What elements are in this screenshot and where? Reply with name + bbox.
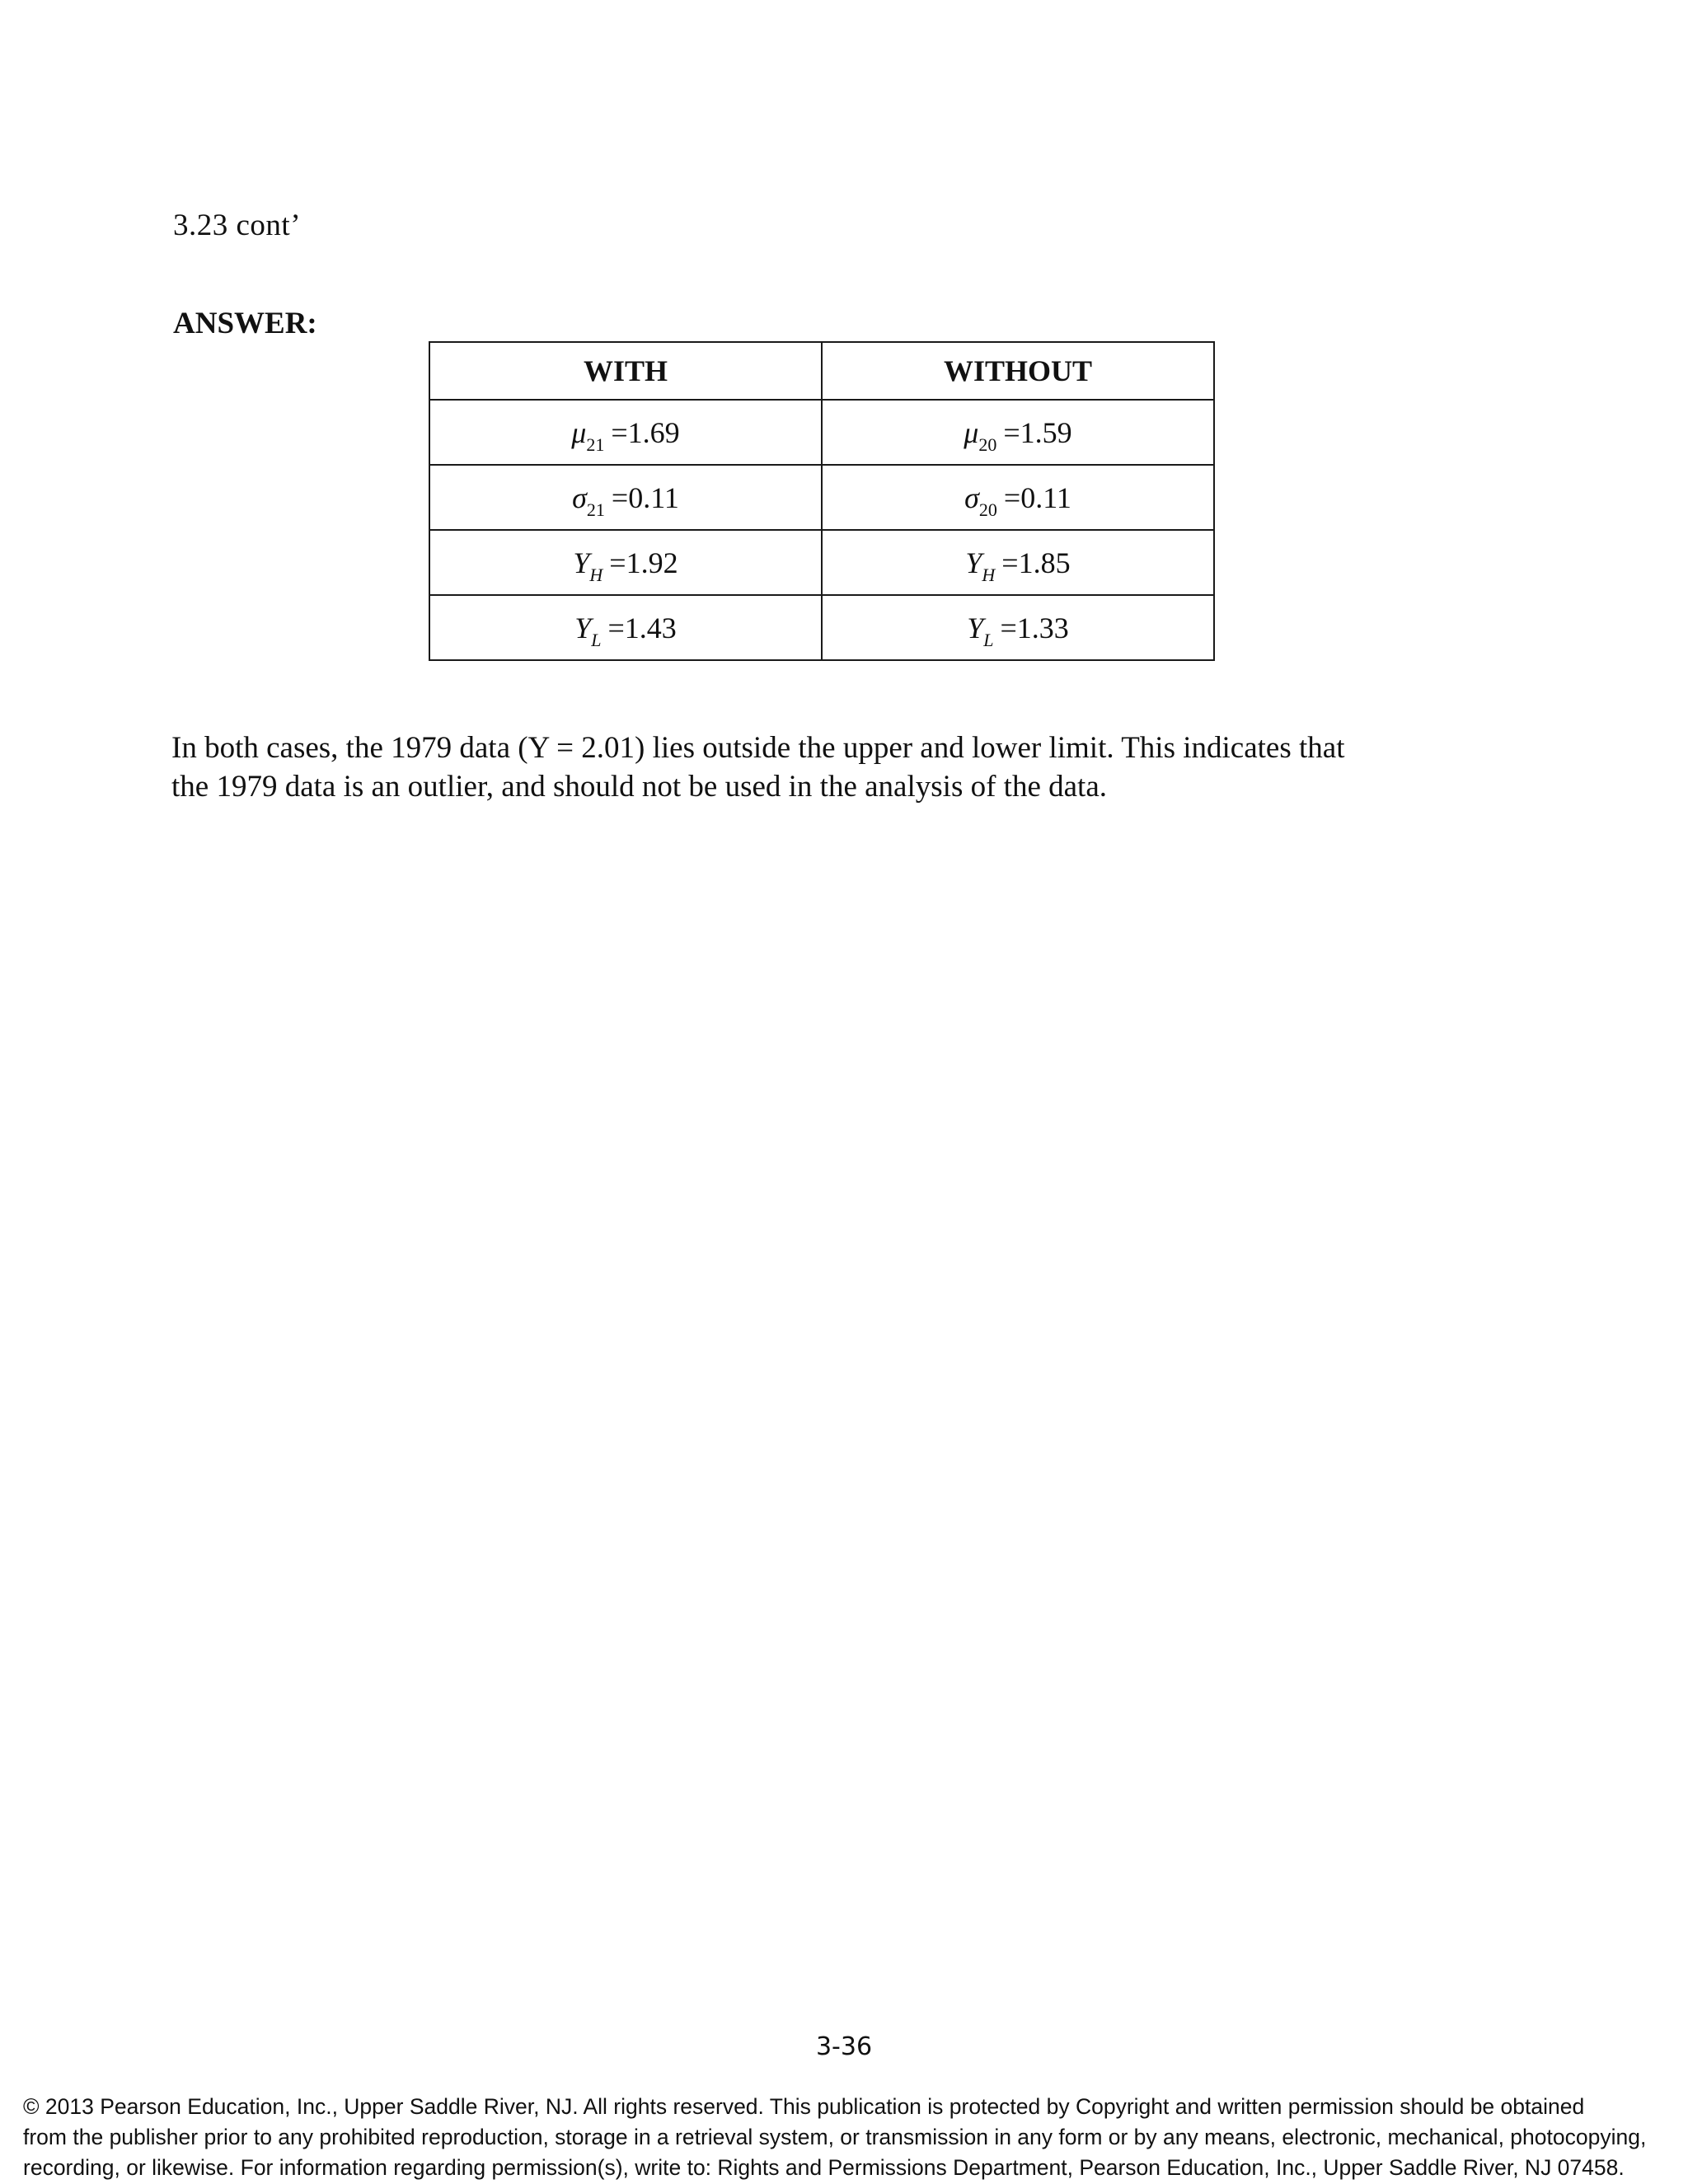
cell-lower-with <box>429 595 822 660</box>
cell-value: =1.85 <box>1001 546 1071 579</box>
cell-stddev-without <box>822 465 1214 530</box>
y-symbol: Y <box>965 546 982 579</box>
y-symbol: Y <box>573 546 590 579</box>
subscript: H <box>982 564 996 585</box>
table-row-lower-limit <box>429 595 1214 660</box>
y-symbol: Y <box>967 611 984 644</box>
cell-mean-with <box>429 400 822 465</box>
subscript: 20 <box>978 499 997 520</box>
cell-mean-without <box>822 400 1214 465</box>
subscript: 21 <box>586 434 605 455</box>
copyright-notice <box>23 2092 1672 2183</box>
table-row-stddev <box>429 465 1214 530</box>
answer-heading: ANSWER: <box>173 307 317 340</box>
cell-value: =0.11 <box>611 480 679 514</box>
answer-table <box>429 341 1215 661</box>
conclusion-paragraph <box>171 729 1573 806</box>
cell-value: =1.92 <box>609 546 678 579</box>
column-header-with: WITH <box>429 342 822 400</box>
cell-value: =0.11 <box>1003 480 1071 514</box>
copyright-line: © 2013 Pearson Education, Inc., Upper Saddle River, NJ. All rights reserved. This publication is protected by Copyright and written permission should be obtained <box>23 2094 1585 2119</box>
table-header-row <box>429 342 1214 400</box>
mean-symbol: μ <box>964 415 979 449</box>
cell-value: =1.43 <box>607 611 677 644</box>
cell-upper-without <box>822 530 1214 595</box>
sigma-symbol: σ <box>964 480 979 514</box>
cell-lower-without <box>822 595 1214 660</box>
paragraph-line: In both cases, the 1979 data (Y = 2.01) lies outside the upper and lower limit. This indicates that <box>171 731 1345 765</box>
subscript: 21 <box>586 499 605 520</box>
cell-stddev-with <box>429 465 822 530</box>
copyright-line: recording, or likewise. For information regarding permission(s), write to: Rights and Permissions Department, Pearson Education, Inc., Upper Saddle River, NJ 07458. <box>23 2155 1625 2180</box>
subscript: H <box>589 564 603 585</box>
cell-value: =1.59 <box>1003 415 1072 449</box>
section-reference: 3.23 cont’ <box>173 209 302 242</box>
table-row-mean <box>429 400 1214 465</box>
column-header-without: WITHOUT <box>822 342 1214 400</box>
sigma-symbol: σ <box>572 480 587 514</box>
paragraph-line: the 1979 data is an outlier, and should not be used in the analysis of the data. <box>171 770 1107 804</box>
cell-value: =1.69 <box>611 415 680 449</box>
mean-symbol: μ <box>571 415 587 449</box>
table-row-upper-limit <box>429 530 1214 595</box>
page-number: 3-36 <box>815 2032 873 2061</box>
copyright-line: from the publisher prior to any prohibited reproduction, storage in a retrieval system, or transmission in any form or by any means, electronic, mechanical, photocopying, <box>23 2125 1647 2149</box>
subscript: L <box>983 629 994 650</box>
cell-value: =1.33 <box>1000 611 1069 644</box>
y-symbol: Y <box>574 611 592 644</box>
subscript: L <box>591 629 602 650</box>
subscript: 20 <box>978 434 997 455</box>
cell-upper-with <box>429 530 822 595</box>
